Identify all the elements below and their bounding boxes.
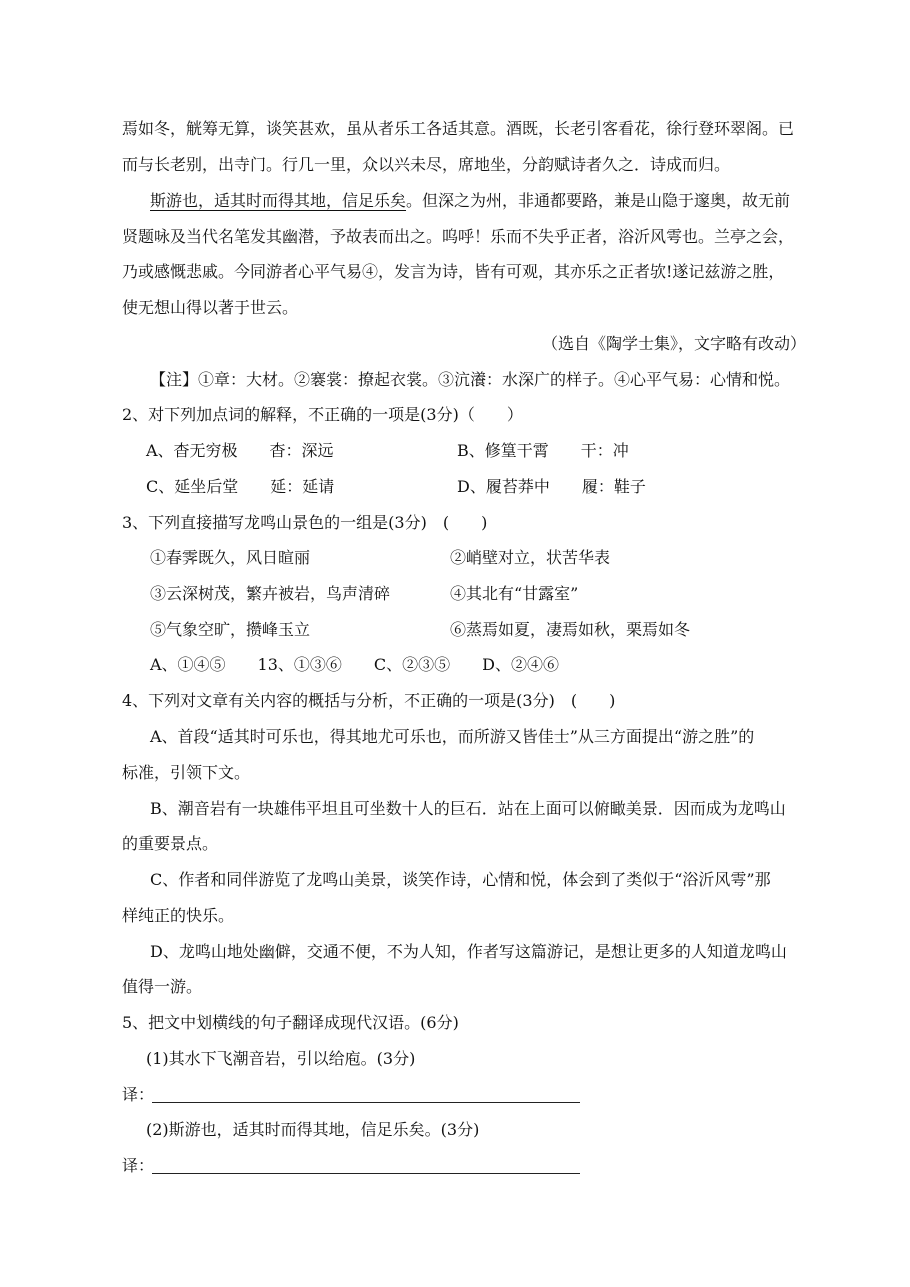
annotation-note: 【注】①章：大材。②褰裳：撩起衣裳。③沆瀁：水深广的样子。④心平气易：心情和悦。 <box>150 370 791 389</box>
underlined-sentence: 斯游也，适其时而得其地，信足乐矣 <box>150 191 407 210</box>
question-4-stem: 4、下列对文章有关内容的概括与分析，不正确的一项是(3分) ( ) <box>122 691 616 710</box>
q4-option-c: C、作者和同伴游览了龙鸣山美景，谈笑作诗，心情和悦，体会到了类似于“浴沂风雩”那 <box>150 870 771 889</box>
passage-line: 焉如冬，觥筹无算，谈笑甚欢，虽从者乐工各适其意。酒既，长老引客看花，徐行登环翠阁。已 <box>122 119 795 138</box>
q4-option-d-cont: 值得一游。 <box>122 977 203 996</box>
q4-option-b-cont: 的重要景点。 <box>122 834 219 853</box>
q3-item-4: ④其北有“甘露室” <box>450 584 579 603</box>
answer-line-2[interactable] <box>152 1173 580 1174</box>
answer-line-1[interactable] <box>152 1102 580 1103</box>
question-3-stem: 3、下列直接描写龙鸣山景色的一组是(3分) ( ) <box>122 513 488 532</box>
q2-option-c: C、延坐后堂 延：延请 <box>146 477 335 496</box>
q3-choices: A、①④⑤ 13、①③⑥ C、②③⑤ D、②④⑥ <box>150 655 559 674</box>
q3-item-6: ⑥蒸焉如夏，凄焉如秋，栗焉如冬 <box>450 620 691 639</box>
passage-line: 乃或感慨悲戚。今同游者心平气易④，发言为诗，皆有可观，其亦乐之正者欤!遂记兹游之胜， <box>122 262 785 281</box>
q3-item-1: ①春霁既久，风日暄丽 <box>150 548 311 567</box>
passage-text: 。但深之为州，非通都要路，兼是山隐于邃奥，故无前 <box>406 191 791 210</box>
answer-label: 译： <box>122 1156 155 1175</box>
question-5-stem: 5、把文中划横线的句子翻译成现代汉语。(6分) <box>122 1013 459 1032</box>
q4-option-a-cont: 标准，引领下文。 <box>122 763 251 782</box>
q3-item-5: ⑤气象空旷，攒峰玉立 <box>150 620 311 639</box>
answer-label: 译： <box>122 1085 155 1104</box>
q4-option-b: B、潮音岩有一块雄伟平坦且可坐数十人的巨石．站在上面可以俯瞰美景．因而成为龙鸣山 <box>150 799 786 818</box>
q4-option-c-cont: 样纯正的快乐。 <box>122 906 235 925</box>
passage-line: 贤题咏及当代名笔发其幽潜，予故表而出之。呜呼！乐而不失乎正者，浴沂风雩也。兰亭之会， <box>122 227 795 246</box>
passage-line <box>150 191 790 211</box>
q3-item-3: ③云深树茂，繁卉被岩，鸟声清碎 <box>150 584 391 603</box>
q2-option-b: B、修篁干霄 干：冲 <box>457 441 629 460</box>
question-2-stem: 2、对下列加点词的解释，不正确的一项是(3分)（ ） <box>122 405 523 424</box>
passage-line: 而与长老别，出寺门。行几一里，众以兴未尽，席地坐，分韵赋诗者久之．诗成而归。 <box>122 155 731 174</box>
q4-option-a: A、首段“适其时可乐也，得其地尤可乐也，而所游又皆佳士”从三方面提出“游之胜”的 <box>150 727 755 746</box>
q4-option-d: D、龙鸣山地处幽僻，交通不便，不为人知，作者写这篇游记，是想让更多的人知道龙鸣山 <box>150 942 787 961</box>
q2-option-d: D、履苔莽中 履：鞋子 <box>457 477 646 496</box>
q3-item-2: ②峭壁对立，状苦华表 <box>450 548 611 567</box>
passage-line: 使无想山得以著于世云。 <box>122 298 299 317</box>
source-citation: （选自《陶学士集》，文字略有改动） <box>542 334 807 353</box>
q5-sentence-2: (2)斯游也，适其时而得其地，信足乐矣。(3分) <box>146 1120 480 1139</box>
q2-option-a: A、杳无穷极 杳：深远 <box>146 441 334 460</box>
q5-sentence-1: (1)其水下飞潮音岩，引以给庖。(3分) <box>146 1049 416 1068</box>
